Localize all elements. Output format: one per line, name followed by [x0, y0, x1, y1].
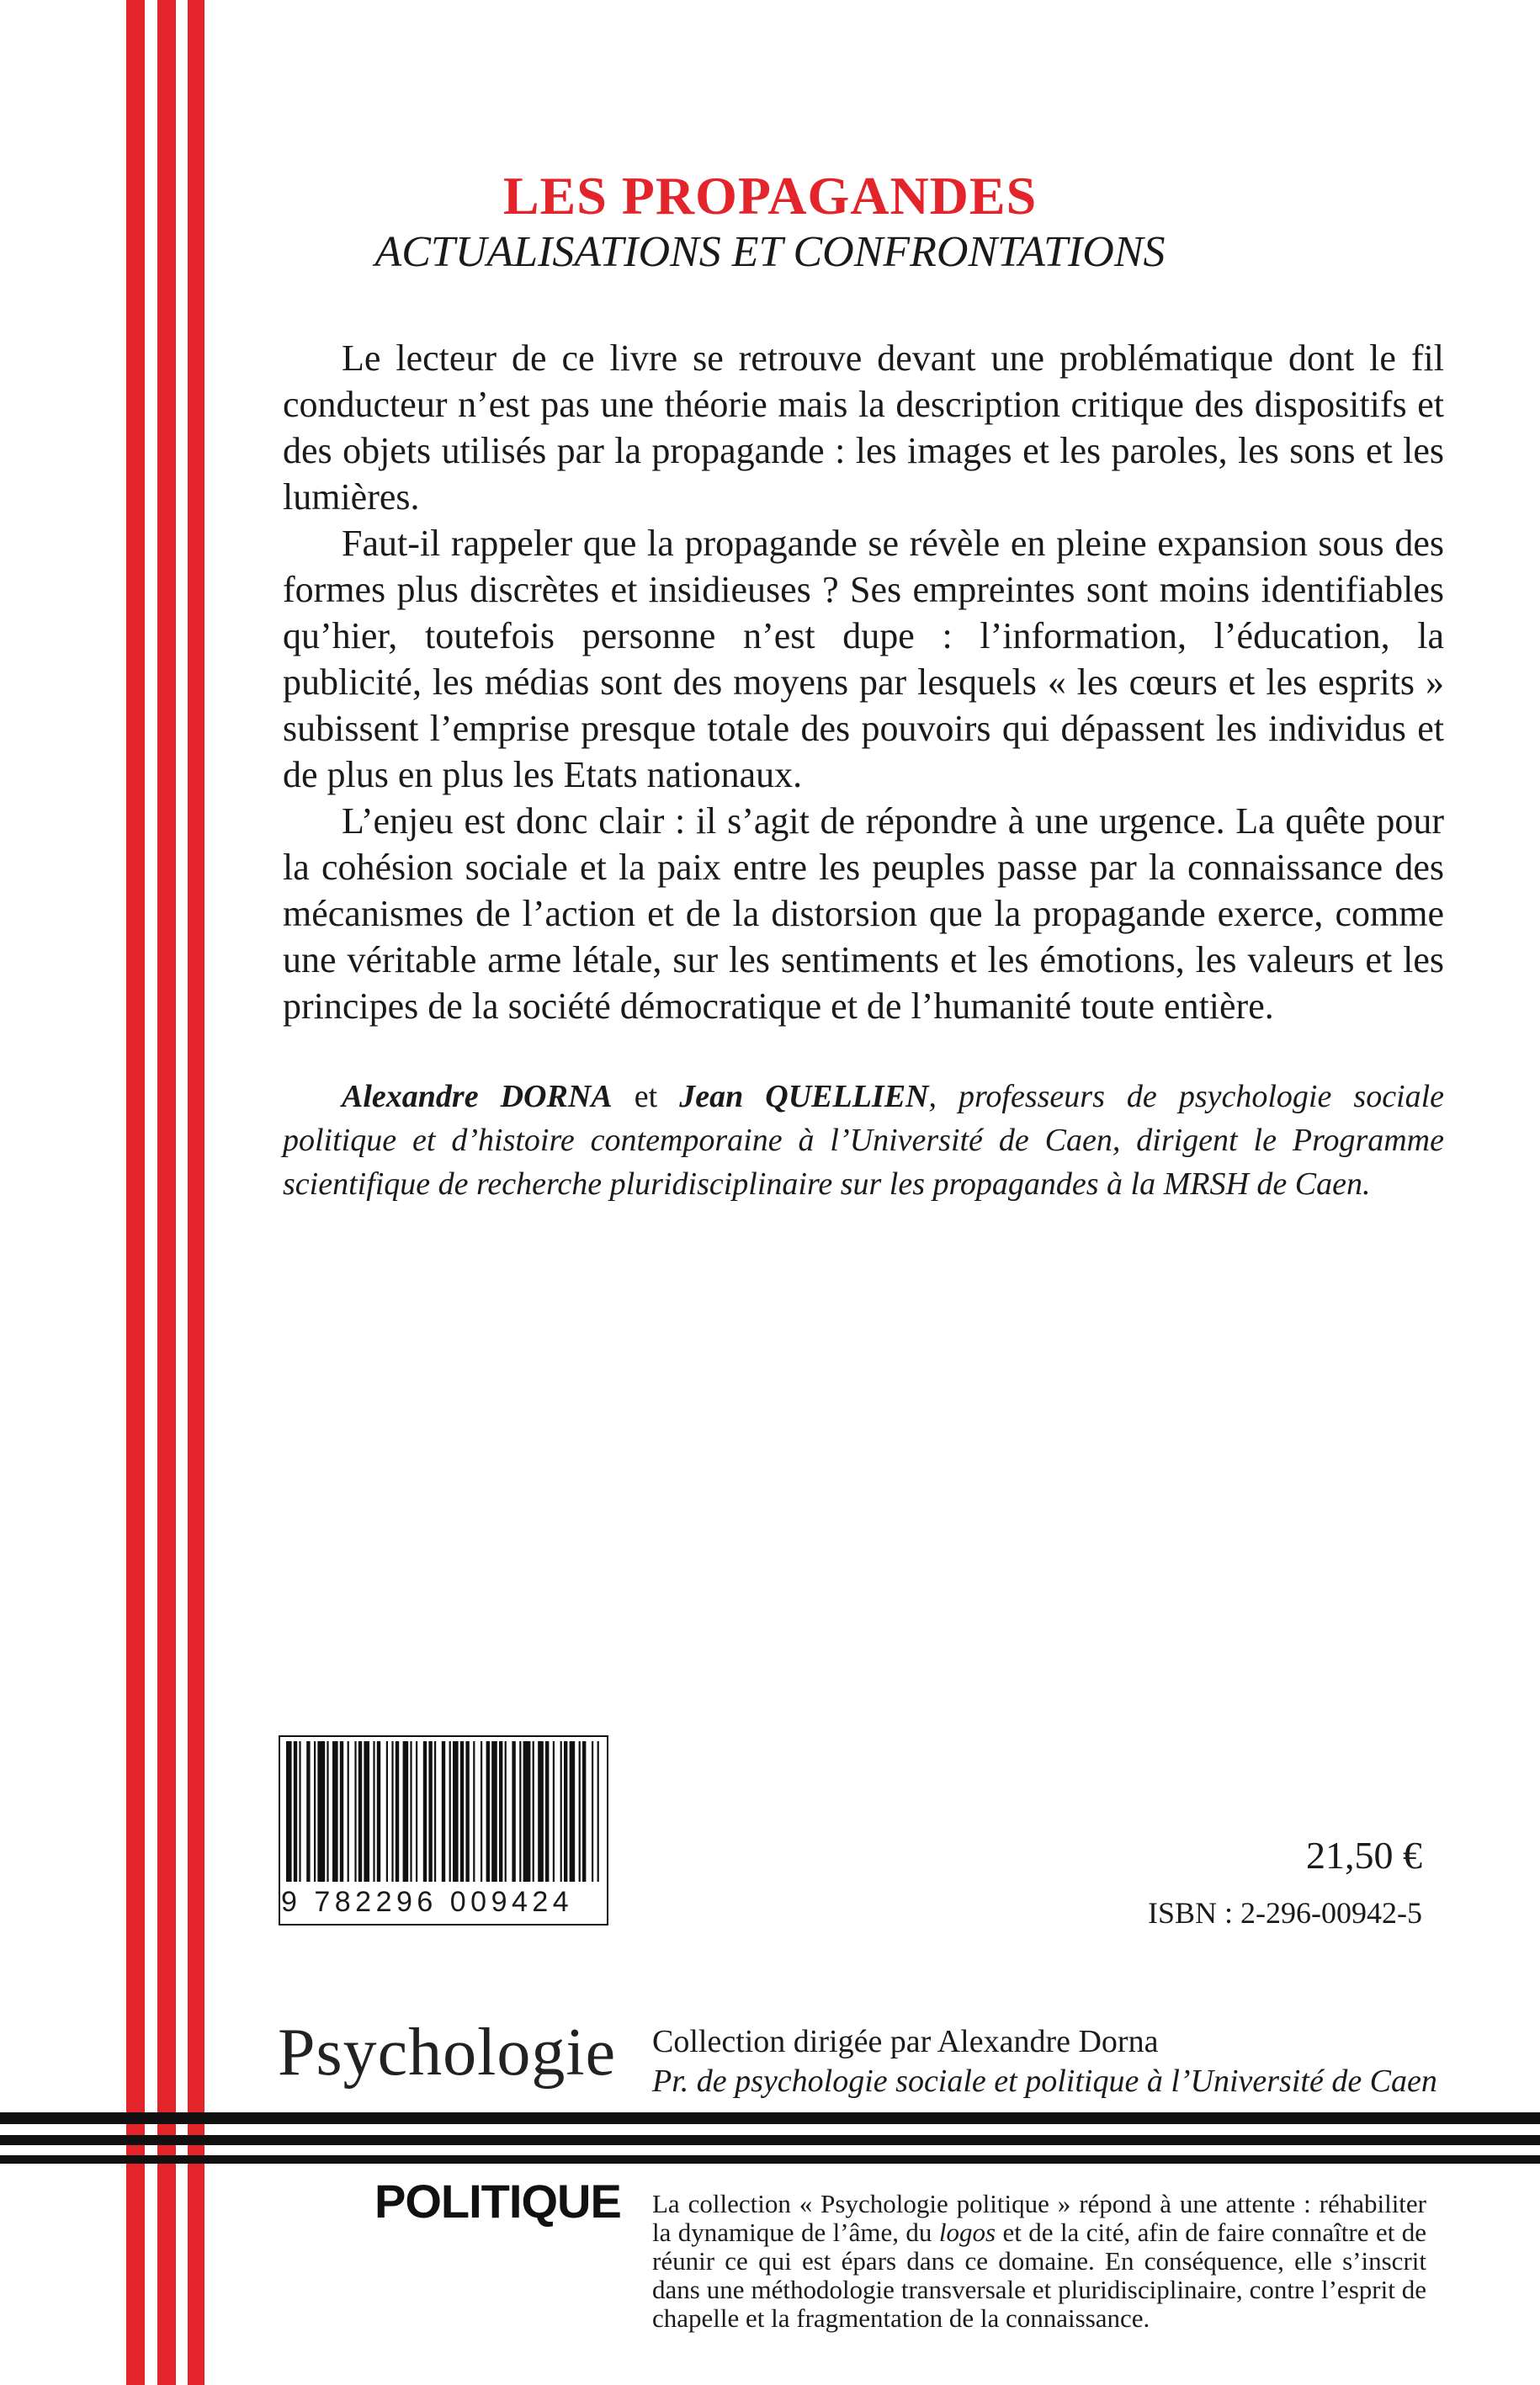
barcode-bar [545, 1741, 549, 1884]
collection-description-emphasis: logos [938, 2218, 996, 2247]
barcode-bar [386, 1741, 388, 1884]
barcode-bar [505, 1741, 507, 1884]
collection-description-text: et de la cité, afin de faire connaître et de réunir ce qui est épars dans ce domaine. En conséquence, elle s’inscrit dans une méthodologie transversale et pluridisciplinaire, contre l’esprit de chapelle et la fragmentation de la connaissance. [652, 2218, 1426, 2333]
divider [0, 2135, 1540, 2145]
barcode-bar [570, 1741, 576, 1884]
barcode-bar [294, 1741, 297, 1884]
barcode-bar [533, 1741, 534, 1884]
book-subtitle: ACTUALISATIONS ET CONFRONTATIONS [374, 228, 1166, 276]
barcode-bar [481, 1741, 482, 1884]
book-title: LES PROPAGANDES [502, 166, 1038, 226]
barcode-bar [327, 1741, 328, 1884]
collection-description-text: La collection « Psychologie politique » répond à une attente : réhabiliter la dynamique de l’âme, du [652, 2189, 1426, 2247]
barcode-bar [340, 1741, 343, 1884]
barcode-bar [423, 1741, 427, 1884]
barcode-bar [592, 1741, 593, 1884]
author-conjunction: et [634, 1079, 658, 1114]
barcode-bar [442, 1741, 445, 1884]
barcode-bar [317, 1741, 325, 1884]
barcode-bar [499, 1741, 502, 1884]
collection-logo-top: Psychologie [278, 2016, 617, 2090]
barcode-bar [564, 1741, 567, 1884]
barcode-bar [332, 1741, 338, 1884]
barcode-bar [460, 1741, 464, 1884]
divider [0, 2155, 1540, 2164]
barcode-bar [473, 1741, 475, 1884]
barcode-bar [519, 1741, 521, 1884]
barcode-bar [453, 1741, 459, 1884]
decorative-red-stripe [157, 0, 176, 2385]
barcode-number: 9 782296 009424 [281, 1882, 604, 1919]
barcode-bar [403, 1741, 409, 1884]
barcode-bar [391, 1741, 393, 1884]
author-name: Jean QUELLIEN [679, 1079, 929, 1114]
barcode-bar [465, 1741, 469, 1884]
decorative-red-stripe [188, 0, 204, 2385]
author-bio-text: , professeurs de psychologie sociale politique et d’histoire contemporaine à l’Université de Caen, dirigent le Programme scientifique de recherche pluridisciplinaire sur les propagandes à la MRSH de Caen. [283, 1079, 1445, 1202]
barcode-bar [314, 1741, 316, 1884]
isbn: ISBN : 2-296-00942-5 [1148, 1896, 1422, 1930]
barcode-bar [523, 1741, 531, 1884]
barcode-bar [434, 1741, 436, 1884]
barcode-bar [364, 1741, 369, 1884]
barcode-bar [358, 1741, 362, 1884]
summary-paragraph: Faut-il rappeler que la propagande se révèle en pleine expansion sous des formes plus discrètes et insidieuses ? Ses empreintes sont moins identifiables qu’hier, toutefois personne n’est dupe : l’information, l’éducation, la publicité, les médias sont des moyens par lesquels « les cœurs et les esprits » subissent l’emprise presque totale des pouvoirs qui dépassent les individus et de plus en plus les Etats nationaux. [283, 523, 1444, 795]
barcode-bar [538, 1741, 544, 1884]
barcode-bar [410, 1741, 412, 1884]
author-bio [283, 1075, 1444, 1206]
barcode-bar [354, 1741, 356, 1884]
summary-paragraph: L’enjeu est donc clair : il s’agit de répondre à une urgence. La quête pour la cohésion sociale et la paix entre les peuples passe par la connaissance des mécanismes de l’action et de la distorsion que la propagande exerce, comme une véritable arme létale, sur les sentiments et les émotions, les valeurs et les principes de la société démocratique et de l’humanité toute entière. [283, 800, 1444, 1027]
barcode-bar [512, 1741, 515, 1884]
collection-director: Collection dirigée par Alexandre Dorna [652, 2024, 1159, 2059]
barcode-bar [306, 1741, 310, 1884]
barcode-bar [428, 1741, 432, 1884]
barcode-bar [373, 1741, 374, 1884]
barcode-bar [579, 1741, 581, 1884]
back-cover-summary [283, 335, 1444, 1029]
barcode-bar [582, 1741, 586, 1884]
barcode-bar [396, 1741, 399, 1884]
author-name: Alexandre DORNA [342, 1079, 613, 1114]
barcode-bar [449, 1741, 451, 1884]
barcode-bar [491, 1741, 497, 1884]
barcode-bar [486, 1741, 490, 1884]
collection-logo-bottom: POLITIQUE [374, 2175, 621, 2228]
barcode-bar [597, 1741, 599, 1884]
barcode-bar [416, 1741, 417, 1884]
decorative-red-stripe [126, 0, 145, 2385]
barcode-bar [286, 1741, 292, 1884]
divider [0, 2112, 1540, 2124]
barcode-bar [553, 1741, 555, 1884]
summary-paragraph: Le lecteur de ce livre se retrouve devant une problématique dont le fil conducteur n’est pas une théorie mais la description critique des dispositifs et des objets utilisés par la propagande : les images et les paroles, les sons et les lumières. [283, 337, 1444, 518]
barcode-bar [299, 1741, 300, 1884]
collection-description [652, 2190, 1426, 2333]
collection-director-title: Pr. de psychologie sociale et politique à l’Université de Caen [652, 2064, 1437, 2099]
barcode-bar [377, 1741, 380, 1884]
barcode-bar [560, 1741, 562, 1884]
price: 21,50 € [1306, 1834, 1422, 1877]
barcode-bar [348, 1741, 349, 1884]
